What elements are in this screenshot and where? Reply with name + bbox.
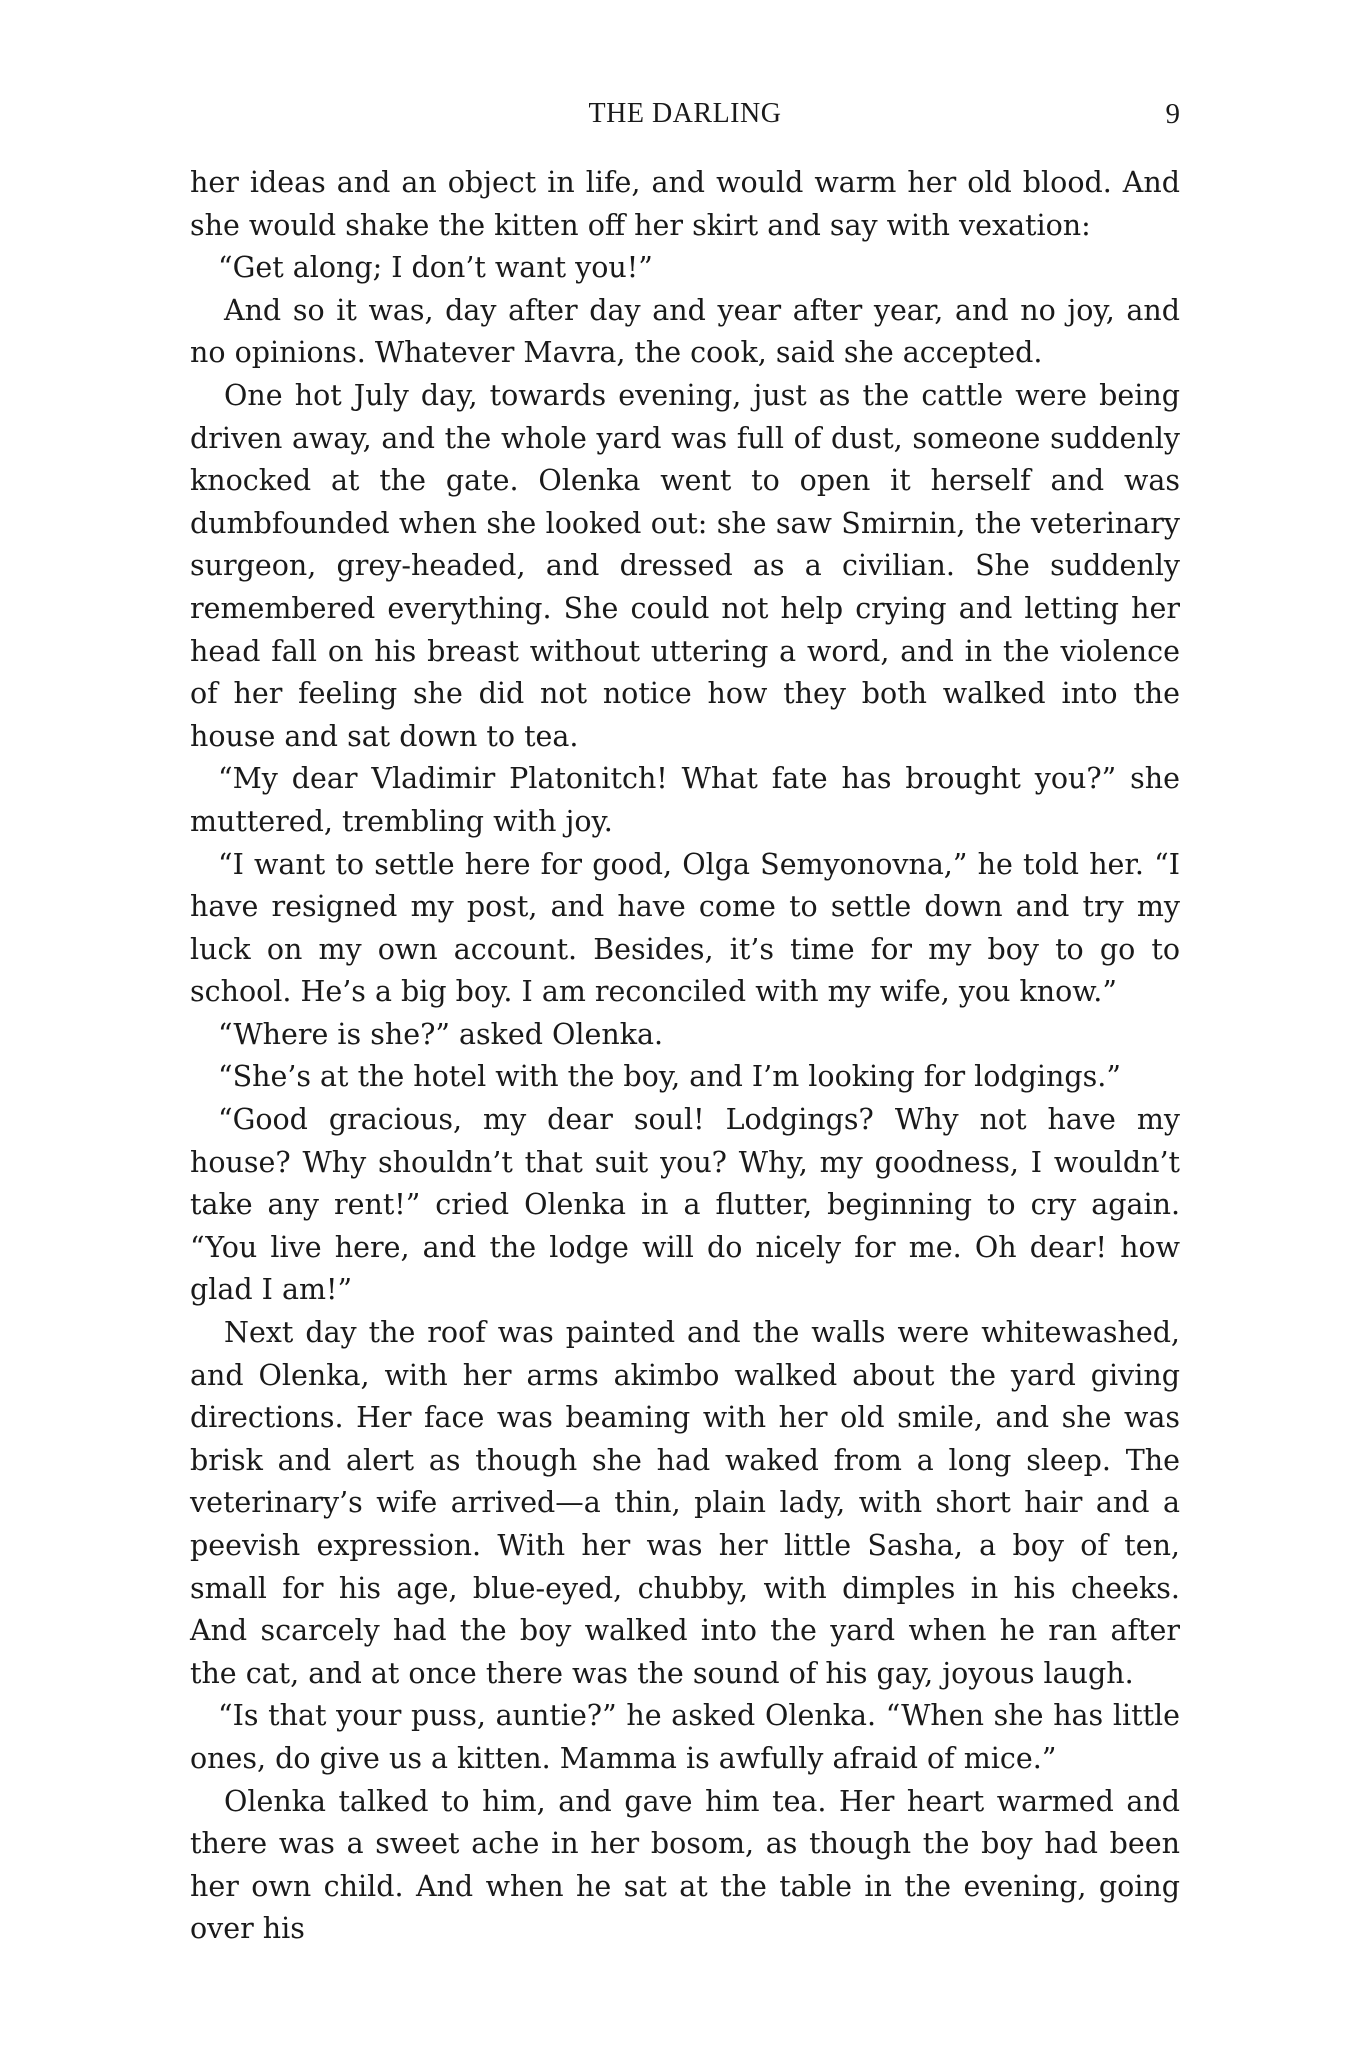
book-title: THE DARLING [588,98,782,129]
paragraph: “She’s at the hotel with the boy, and I’m looking for lodgings.” [218,1060,1121,1094]
paragraph: And so it was, day after day and year after year, and no joy, and no opinions. Whatever Mavra, the cook, said she accepted. [190,293,1180,370]
body-text [190,162,1180,1951]
paragraph: “Good gracious, my dear soul! Lodgings? Why not have my house? Why shouldn’t that suit you? Why, my goodness, I wouldn’t take any rent!” cried Olenka in a flutter, beginning to cry again. “You live here, and the lodge will do nicely for me. Oh dear! how glad I am!” [190,1103,1180,1307]
paragraph: Next day the roof was painted and the walls were whitewashed, and Olenka, with her arms akimbo walked about the yard giving directions. Her face was beaming with her old smile, and she was brisk and alert as though she had waked from a long sleep. The veterinary’s wife arrived—a thin, plain lady, with short hair and a peevish expression. With her was her little Sasha, a boy of ten, small for his age, blue-eyed, chubby, with dimples in his cheeks. And scarcely had the boy walked into the yard when he ran after the cat, and at once there was the sound of his gay, joyous laugh. [190,1316,1180,1690]
paragraph: One hot July day, towards evening, just as the cattle were being driven away, and the whole yard was full of dust, someone suddenly knocked at the gate. Olenka went to open it herself and was dumbfounded when she looked out: she saw Smirnin, the veterinary surgeon, grey-headed, and dressed as a civilian. She suddenly remembered everything. She could not help crying and letting her head fall on his breast without uttering a word, and in the violence of her feeling she did not notice how they both walked into the house and sat down to tea. [190,378,1180,753]
paragraph: “Is that your puss, auntie?” he asked Olenka. “When she has little ones, do give us a kitten. Mamma is awfully afraid of mice.” [190,1699,1180,1775]
running-head [190,92,1180,136]
paragraph: “Get along; I don’t want you!” [218,251,653,285]
paragraph: “Where is she?” asked Olenka. [218,1017,664,1051]
paragraph: “My dear Vladimir Platonitch! What fate has brought you?” she muttered, trembling with joy. [190,762,1180,838]
paragraph: “I want to settle here for good, Olga Semyonovna,” he told her. “I have resigned my post, and have come to settle down and try my luck on my own account. Besides, it’s time for my boy to go to school. He’s a big boy. I am reconciled with my wife, you know.” [190,847,1180,1009]
paragraph: Olenka talked to him, and gave him tea. Her heart warmed and there was a sweet ache in her bosom, as though the boy had been her own child. And when he sat at the table in the evening, going over his [190,1784,1180,1946]
paragraph: her ideas and an object in life, and would warm her old blood. And she would shake the kitten off her skirt and say with vexation: [190,166,1180,242]
page-number: 9 [1165,98,1180,130]
